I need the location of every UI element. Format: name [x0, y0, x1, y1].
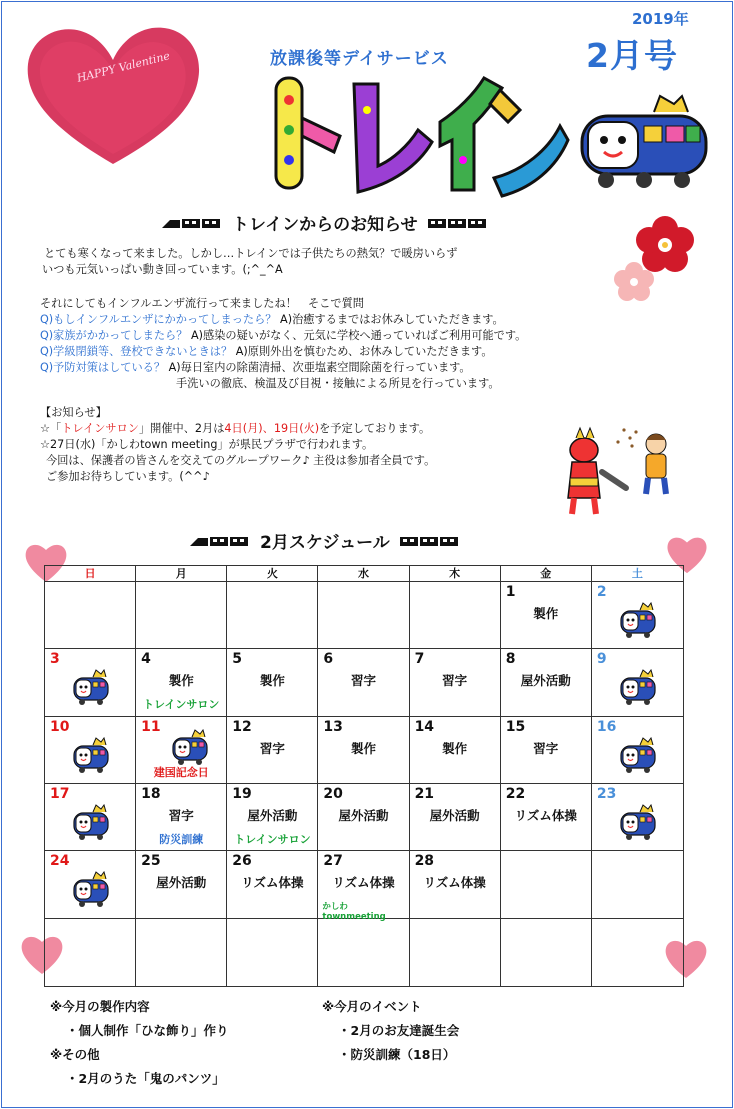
- text: を予定しております。: [319, 422, 431, 435]
- day-note: 建国記念日: [153, 765, 209, 779]
- notice-line: いつも元気いっぱい動き回っています。(;^_^A: [42, 263, 283, 276]
- calendar-day-cell: [227, 784, 318, 851]
- calendar-day-cell: [501, 851, 592, 918]
- mini-train-icon: [398, 534, 460, 548]
- day-activity: 屋外活動: [429, 808, 480, 823]
- calendar-day-cell: [45, 919, 136, 986]
- day-number: 24: [50, 853, 70, 870]
- answer: A)治癒するまではお休みしていただきます。: [280, 313, 504, 326]
- text: ☆「: [40, 422, 62, 435]
- day-activity: 習字: [168, 808, 194, 823]
- calendar-day-cell: [136, 919, 227, 986]
- day-number: 5: [232, 651, 243, 668]
- train-character-icon: [620, 804, 656, 842]
- answer-continued: 手洗いの徹底、検温及び目視・接触による所見を行っています。: [176, 377, 500, 390]
- calendar-day-cell: [45, 851, 136, 918]
- day-number: 10: [50, 718, 70, 735]
- train-character-icon: [73, 871, 109, 909]
- mini-train-icon: [190, 534, 252, 548]
- calendar-day-cell: [227, 649, 318, 716]
- craft-item: ・個人制作「ひな飾り」作り: [66, 1023, 229, 1038]
- oshirase-line: ☆27日(水)「かしわtown meeting」が県民プラザで行われます。: [40, 438, 374, 451]
- valentine-text: HAPPY Valentine: [75, 49, 172, 85]
- train-character-icon: [73, 669, 109, 707]
- qa-row: [40, 344, 493, 360]
- weekday-label: 土: [631, 567, 643, 580]
- day-number: 21: [414, 786, 435, 802]
- day-activity: 習字: [350, 673, 376, 689]
- day-number: 9: [596, 651, 607, 668]
- train-character-icon: [172, 729, 208, 767]
- weekday-label: 火: [227, 566, 318, 581]
- calendar-day-cell: [136, 851, 227, 918]
- calendar-day-cell: [318, 919, 409, 986]
- other-item: ・2月のうた「鬼のパンツ」: [66, 1071, 225, 1086]
- mini-train-icon: [426, 216, 488, 230]
- calendar-day-cell: [227, 717, 318, 784]
- calendar-day-cell: [227, 582, 318, 649]
- day-number: 1: [505, 584, 516, 600]
- event-title: ※今月のイベント: [322, 999, 422, 1014]
- day-activity: 製作: [168, 673, 194, 689]
- calendar-day-cell: [227, 919, 318, 986]
- calendar-day-cell: [45, 784, 136, 851]
- day-number: 8: [505, 651, 516, 668]
- day-number: 14: [414, 718, 435, 735]
- qa-row: [40, 328, 526, 344]
- day-activity: 製作: [442, 740, 468, 756]
- day-activity: リズム体操: [241, 875, 304, 891]
- day-activity: リズム体操: [514, 808, 577, 823]
- question: Q)家族がかかってしまたら？: [40, 329, 188, 342]
- calendar-day-cell: [410, 582, 501, 649]
- day-number: 7: [414, 651, 425, 668]
- calendar-day-cell: [318, 784, 409, 851]
- day-note: 防災訓練: [159, 833, 204, 846]
- schedule-title: 2月スケジュール: [260, 533, 390, 553]
- calendar-day-cell: [136, 784, 227, 851]
- day-activity: 屋外活動: [156, 875, 207, 891]
- oshirase-line: [40, 421, 430, 437]
- day-activity: 製作: [350, 740, 376, 756]
- calendar-day-cell: [45, 717, 136, 784]
- day-number: 15: [505, 718, 526, 735]
- day-activity: 製作: [259, 673, 285, 689]
- day-number: 23: [596, 786, 617, 802]
- salon-name: トレインサロン: [61, 422, 139, 435]
- day-activity: 習字: [442, 673, 468, 689]
- calendar-day-cell: [501, 582, 592, 649]
- mini-train-icon: [162, 216, 224, 230]
- calendar-day-cell: [592, 851, 683, 918]
- day-note: トレインサロン: [234, 833, 311, 846]
- day-activity: 習字: [259, 740, 285, 756]
- calendar-day-cell: [136, 649, 227, 716]
- train-character-icon: [620, 602, 656, 640]
- calendar-day-cell: [592, 919, 683, 986]
- weekday-header: [45, 566, 683, 582]
- day-number: 4: [141, 651, 151, 668]
- valentine-heart-icon: [18, 14, 208, 174]
- event-item: ・防災訓練（18日）: [338, 1047, 456, 1062]
- calendar-day-cell: [227, 851, 318, 918]
- oni-bean-throwing-icon: [548, 418, 678, 520]
- calendar-day-cell: [136, 717, 227, 784]
- oshirase-line: ご参加お待ちしています。(^^♪: [46, 470, 210, 483]
- day-number: 13: [323, 718, 343, 735]
- oshirase-title: 【お知らせ】: [40, 406, 107, 419]
- day-activity: 屋外活動: [247, 808, 298, 823]
- answer: A)毎日室内の除菌清掃、次亜塩素空間除菌を行っています。: [168, 361, 471, 374]
- calendar-day-cell: [501, 784, 592, 851]
- text: 」開催中、2月は: [138, 422, 225, 435]
- event-item: ・2月のお友達誕生会: [338, 1023, 460, 1038]
- calendar-day-cell: [318, 649, 409, 716]
- calendar-day-cell: [318, 851, 409, 923]
- answer: A)感染の疑いがなく、元気に学校へ通っていればご利用可能です。: [190, 329, 527, 342]
- day-number: 18: [141, 786, 161, 802]
- calendar-day-cell: [45, 649, 136, 716]
- day-number: 11: [141, 718, 161, 735]
- schedule-calendar: [44, 565, 684, 987]
- calendar-grid: [45, 582, 683, 986]
- day-number: 19: [232, 786, 252, 802]
- calendar-day-cell: [410, 919, 501, 986]
- day-number: 28: [414, 853, 435, 870]
- question: Q)学級閉鎖等、登校できないときは？: [40, 345, 233, 358]
- day-note: トレインサロン: [142, 698, 220, 712]
- question: Q)予防対策はしている？: [40, 361, 166, 374]
- weekday-label: 水: [318, 566, 409, 581]
- day-activity: リズム体操: [332, 875, 395, 891]
- day-number: 2: [596, 584, 607, 600]
- qa-row: [40, 360, 471, 376]
- day-number: 16: [596, 718, 617, 735]
- calendar-day-cell: [592, 784, 683, 851]
- train-logo: [262, 70, 572, 200]
- notice-line: とても寒くなって来ました。しかし…トレインでは子供たちの熱気？で暖房いらず: [44, 247, 458, 260]
- qa-row: [40, 312, 504, 328]
- train-character-icon: [620, 669, 656, 707]
- calendar-day-cell: [592, 717, 683, 784]
- calendar-day-cell: [410, 649, 501, 716]
- plum-blossom-icon: [614, 262, 654, 302]
- craft-title: ※今月の製作内容: [50, 999, 150, 1014]
- issue-year: 2019年: [632, 10, 689, 28]
- train-character-icon: [73, 804, 109, 842]
- question: Q)もしインフルエンザにかかってしまったら？: [40, 313, 277, 326]
- day-number: 3: [50, 651, 60, 668]
- day-activity: リズム体操: [423, 875, 486, 891]
- calendar-day-cell: [410, 851, 501, 918]
- day-number: 17: [50, 786, 70, 802]
- notice-line: それにしてもインフルエンザ流行って来ましたね！ そこで質問: [40, 297, 364, 310]
- train-character-icon: [73, 737, 109, 775]
- calendar-day-cell: [592, 582, 683, 649]
- calendar-day-cell: [501, 649, 592, 716]
- day-activity: 屋外活動: [520, 673, 571, 689]
- answer: A)原則外出を慎むため、お休みしていただきます。: [235, 345, 493, 358]
- train-character-icon: [578, 94, 710, 190]
- day-number: 12: [232, 718, 252, 735]
- calendar-day-cell: [592, 649, 683, 716]
- day-number: 27: [323, 853, 343, 870]
- day-number: 20: [323, 786, 343, 802]
- calendar-day-cell: [318, 717, 409, 784]
- notice-heading: [162, 210, 488, 235]
- day-number: 25: [141, 853, 161, 870]
- calendar-day-cell: [318, 582, 409, 649]
- weekday-label: 金: [501, 566, 592, 581]
- calendar-day-cell: [410, 717, 501, 784]
- day-activity: 製作: [533, 606, 559, 621]
- weekday-label: 日: [45, 566, 136, 581]
- calendar-day-cell: [410, 784, 501, 851]
- oshirase-line: 今回は、保護者の皆さんを交えてのグループワーク♪ 主役は参加者全員です。: [46, 454, 436, 467]
- day-activity: 屋外活動: [338, 808, 389, 823]
- calendar-day-cell: [501, 717, 592, 784]
- calendar-day-cell: [136, 582, 227, 649]
- day-activity: 習字: [533, 740, 559, 756]
- salon-dates: 4日(月)、19日(火): [224, 422, 320, 435]
- schedule-heading: [190, 528, 460, 553]
- other-title: ※その他: [50, 1047, 100, 1062]
- calendar-day-cell: [501, 919, 592, 986]
- issue-month: 2月号: [586, 36, 678, 75]
- weekday-label: 月: [136, 566, 227, 581]
- day-number: 6: [323, 651, 334, 668]
- day-note: かしわtownmeeting: [322, 902, 386, 923]
- train-character-icon: [620, 737, 656, 775]
- day-number: 22: [505, 786, 526, 802]
- day-number: 26: [232, 853, 252, 870]
- service-subtitle: 放課後等デイサービス: [270, 49, 449, 69]
- notice-title: トレインからのお知らせ: [232, 215, 418, 235]
- weekday-label: 木: [410, 566, 501, 581]
- calendar-day-cell: [45, 582, 136, 649]
